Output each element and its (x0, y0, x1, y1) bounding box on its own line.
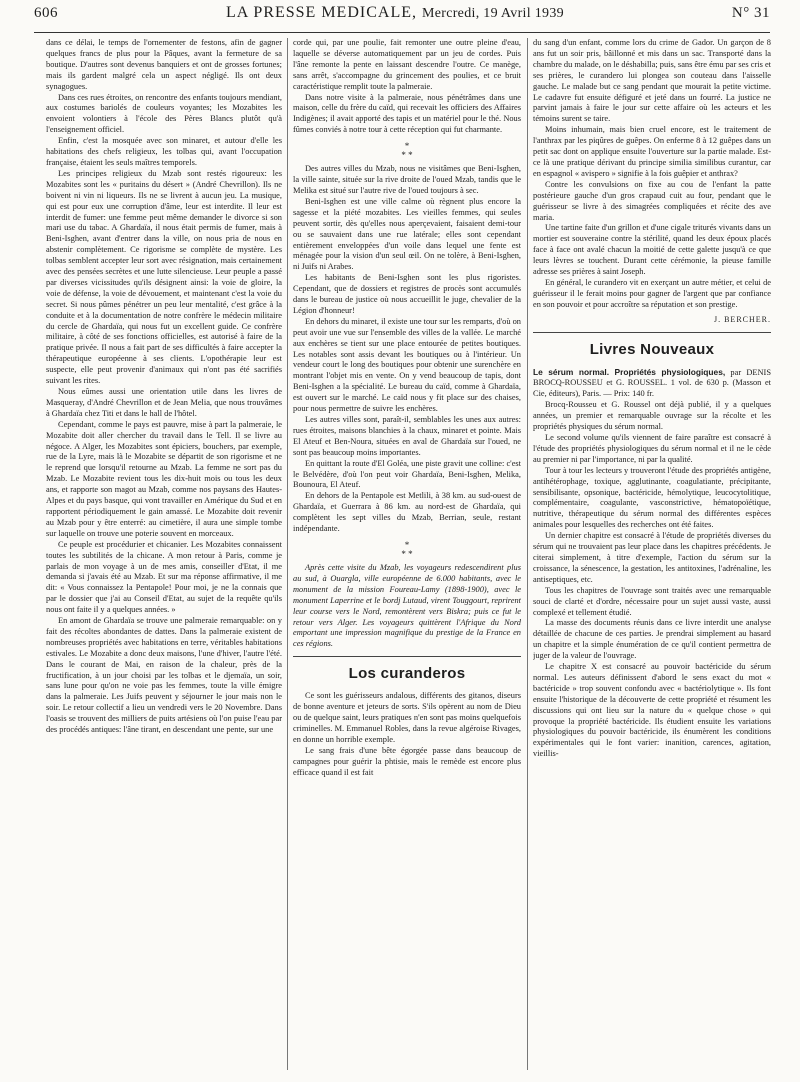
paragraph: La masse des documents réunis dans ce livre interdit une analyse détaillée de chacune de ces parties. Je prendrai simplement au hasard un chapitre et la simple énumération de ce qu'il contient permettra de juger de la valeur de l'ouvrage. (533, 618, 771, 661)
paragraph: Une tartine faite d'un grillon et d'une cigale triturés vivants dans un mortier est souveraine contre la stérilité, quand les deux époux placés face à face ont avalé chacun la moitié de cette galette jusqu'à ce que leurs lèvres se touchent. Durant cette cérémonie, la pieuse famille adresse ses prières à saint Joseph. (533, 223, 771, 277)
section-rule (533, 332, 771, 333)
paragraph: Les autres villes sont, paraît-il, semblables les unes aux autres: rues étroites, maisons blanchies à la chaux, minaret et pointe. Mais El Ateuf et Ben-Noura, situées en aval de Ghardaïa sur l'oued, ne sont pas beaucoup moins importantes. (293, 415, 521, 457)
page-number: 606 (34, 5, 58, 21)
book-reference (533, 367, 771, 401)
paragraph: Brocq-Rousseu et G. Roussel ont déjà publié, il y a quelques années, un premier et remarquable ouvrage sur la récolte et les propriétés physiques du sérum normal. (533, 400, 771, 432)
paragraph: Cependant, comme le pays est pauvre, mise à part la palmeraie, le Mozabite doit aller chercher du travail dans le Tell. Il se livre au négoce. A Alger, les Mozabites sont épiciers, bouchers, par exemple, rue de la Lyre, mais là le Mozabite se départit de son rigorisme et ne le reprend que lorsqu'il retourne au Mzab. La femme ne sort pas du Mzab. Le Mozabite revient tous les dix-huit mois ou tous les deux ans, et rapporte son magot au Mzab, comme nos paysans des Hautes-Alpes et du pays basque, qui vont travailler en Amérique du Sud et en rapportent périodiquement le gain amassé. Le Mozabite doit revenir au Mzab pour y être enterré: au cimetière, il aura une simple tombe sur laquelle on trouve une poterie souvent en morceaux. (46, 419, 282, 538)
header-divider (34, 32, 770, 33)
page-header (34, 4, 770, 30)
section-rule (293, 656, 521, 657)
author-signature: J. BERCHER. (713, 314, 771, 324)
issue-number: N° 31 (731, 5, 770, 21)
section-title-livres-nouveaux: Livres Nouveaux (589, 340, 715, 358)
paragraph: Dans notre visite à la palmeraie, nous pénétrâmes dans une maison, celle du frère du caïd, qui recevait les officiers des Affaires Indigènes; il avait apporté des tapis et un matériel pour le thé. Nous fûmes conviés à notre tour à cette réception qui fut charmante. (293, 92, 521, 135)
paragraph: Contre les convulsions on fixe au cou de l'enfant la patte postérieure gauche d'un gros crapaud cuit au four, pendant que le guérisseur se livre à des simagrées compliquées et récite des ave maria. (533, 179, 771, 222)
journal-title-line: LA PRESSE MEDICALE, Mercredi, 19 Avril 1939 (225, 4, 564, 21)
column-3 (533, 38, 771, 1068)
paragraph: Le second volume qu'ils viennent de faire paraître est consacré à l'étude des propriétés physiologiques du sérum normal et il ne le cède au premier ni par l'importance, ni par la qualité. (533, 433, 771, 464)
column-divider (527, 38, 528, 1070)
issue-date: Mercredi, 19 Avril 1939 (421, 6, 564, 21)
paragraph: Les habitants de Beni-Isghen sont les plus rigoristes. Cependant, que de dossiers et registres de procès sont accumulés dans le bureau de justice où nous accueillit le juge, chevalier de la Légion d'honneur! (293, 273, 521, 315)
column-divider (287, 38, 288, 1070)
paragraph: Moins inhumain, mais bien cruel encore, est le traitement de l'anthrax par les piqûres de guêpes. On enferme 8 à 12 guêpes dans un petit sac dont on applique ensuite l'ouverture sur la partie malade. Est-ce là une pratique dérivant du principe similia similibus curantur, car en espagnol « avispero » signifie à la fois guêpier et anthrax? (533, 125, 771, 178)
book-title: Le sérum normal. Propriétés physiologiques, (533, 366, 726, 377)
paragraph: Enfin, c'est la mosquée avec son minaret, et autour d'elle les habitations des chefs religieux, les tolbas qui, avant l'occupation française, étaient les seuls maîtres temporels. (46, 136, 282, 167)
paragraph: En dehors de la Pentapole est Metlili, à 38 km. au sud-ouest de Ghardaïa, et Guerrara à 86 km. au nord-est de Ghardaïa, qui complètent les sept villes du Mzab, Berrian, seule, restant indépendante. (293, 491, 521, 534)
paragraph: Dans ces rues étroites, on rencontre des enfants toujours mendiant, aux costumes bariolés de couleurs voyantes; les Mozabites les envoient volontiers à l'école des Pères Blancs plutôt qu'à l'enseignement officiel. (46, 92, 282, 135)
paragraph: En dehors du minaret, il existe une tour sur les remparts, d'où on peut avoir une vue sur l'ensemble des villes de la vallée. Le marché aux enchères se tient sur une place entourée de petites boutiques. Les notables sont assis devant les boutiques ou à l'intérieur. Un vendeur court le long des boutiques pour obtenir une surenchère en montrant l'objet mis en vente. On y vend beaucoup de tapis, dont Beni-Isghen a la spécialité. Le bureau du caïd, comme à Ghardaïa, est ouvert sur le marché. Le caïd nous y fit place sur des chaises, pour nous permettre de suivre les enchères. (293, 316, 521, 414)
paragraph: du sang d'un enfant, comme lors du crime de Gador. Un garçon de 8 ans fut un soir pris, bâillonné et mis dans un sac. Transporté dans la chambre du malade, on le déshabilla; puis, sans être ému par ses cris et ses prières, le curandero lui plongea son couteau dans l'aisselle gauche. Le malade but ce sang pendant que mourait la petite victime. Le cadavre fut ensuite défiguré et jeté dans un fourré. La justice ne parvint jamais à faire le jour sur cette affaire où les acteurs et les témoins surent se taire. (533, 38, 771, 124)
section-title-curanderos: Los curanderos (348, 665, 466, 683)
paragraph: Tous les chapitres de l'ouvrage sont traités avec une remarquable souci de clarté et d'ordre, nécessaire pour un sujet aussi vaste, aussi complexé et tellement étudié. (533, 585, 771, 617)
paragraph: Nous eûmes aussi une orientation utile dans les livres de Masqueray, d'André Chevrillon et de Jean Melia, que nous trouvâmes à Ghardaïa chez Titi et dans le hall de l'hôtel. (46, 387, 282, 418)
column-1 (46, 38, 282, 1068)
paragraph: Beni-Isghen est une ville calme où règnent plus encore la sagesse et la piété mozabites. Les vieilles femmes, qui seules peuvent sortir, dès qu'elles nous aperçevaient, faisaient demi-tour ou se sauvaient dans une rue latérale; elles sont cependant entièrement enveloppées d'un voile dans lequel une fente est ménagée pour la vision d'un seul œil. On ne tolère, à Beni-Isghen, ni Juifs ni Arabes. (293, 196, 521, 272)
paragraph: Le chapitre X est consacré au pouvoir bactéricide du sérum normal. Les auteurs définissent d'abord le sens exact du mot « bactéricide » trop souvent confondu avec « bactériolytique ». Ils font ensuite l'historique de la découverte de cette propriété et résument les discussions qui ont lieu sur la nature du « quelque chose » qui provoque la propriété bactéricide. Ils étudient ensuite les variations physiologiques du pouvoir bactéricide, ils énumèrent les conditions expérimentales qui le font varier: inanition, carences, agitation, vieillis- (533, 662, 771, 759)
paragraph: Ce peuple est procédurier et chicanier. Les Mozabites connaissent toutes les subtilités de la chicane. A mon retour à Paris, comme je parlais de mon voyage à un de mes amis, conseiller d'Etat, il me demanda si j'avais été au Mzab. Et sur ma réponse affirmative, il me dit: « Vous connaissez la Pentapole! Pour moi, je ne la connais que par le dossier que j'ai au Conseil d'Etat, au sujet de la requête qu'ils nous ont faite il y a quelques années. » (46, 539, 282, 615)
paragraph: Des autres villes du Mzab, nous ne visitâmes que Beni-Isghen, la ville sainte, située sur la rive droite de l'oued Mzab, tandis que le Melika est situé sur l'autre rive de l'oued toujours à sec. (293, 164, 521, 195)
paragraph: Tour à tour les lecteurs y trouveront l'étude des propriétés antigène, antihétérophage, toxique, agglutinante, coagulatiante, précipitante, sensibilisante, opsonique, bactéricide, hémolytique, leucocytolitique, complémentaire, coagulante, vasconstrictive, hématopoïétique, nutritive, thérapeutique du sérum normal des différentes espèces animales pour lesquelles des recherches ont été faites. (533, 465, 771, 530)
paragraph: Ce sont les guérisseurs andalous, différents des gitanos, diseurs de bonne aventure et jeteurs de sorts. S'ils opèrent au nom de Dieu ou de quelque saint, leurs pratiques n'en sont pas moins quelquefois criminelles. M. Emmanuel Robles, dans la revue algéroise Rivages, en donne un horrible exemple. (293, 691, 521, 744)
paragraph: dans ce délai, le temps de l'ornementer de festons, afin de gagner quelques francs de plus pour la Pâques, avant la fermeture de sa boutique. D'autres sont devenus banquiers et ont de grosses fortunes; mais ils gardent malgré cela un aspect négligé. Ils ont deux synagogues. (46, 38, 282, 91)
paragraph: Le sang frais d'une bête égorgée passe dans beaucoup de campagnes pour guérir la phtisie, mais le remède est encore plus efficace quand il est fait (293, 745, 521, 777)
book-meta: par DENIS BROCQ-ROUSSEU et G. ROUSSEL. 1 vol. de 630 p. (Masson et Cie, éditeurs), Paris. — Prix: 140 fr. (533, 367, 771, 399)
italic-paragraph: Après cette visite du Mzab, les voyageurs redescendirent plus au sud, à Ouargla, ville européenne de 6.000 habitants, avec le monument de la mission Foureau-Lamy (1898-1900), avec le monument Laperrine et le bordj Lutaud, virent Touggourt, reprirent leur course vers le Nord, remontèrent vers Biskra; puis ce fut le retour vers Alger. Les voyageurs quittèrent l'Afrique du Nord emportant une impression magnifique du prestige de la France en ces régions. (293, 562, 521, 649)
paragraph: En général, le curandero vit en exerçant un autre métier, et celui de guérisseur il le ferait moins pour gagner de l'argent que par confiance en son pouvoir et pour accroître sa réputation et son prestige. (533, 277, 771, 309)
section-separator-stars: * * * (401, 539, 413, 559)
column-2 (293, 38, 521, 1068)
paragraph: Un dernier chapitre est consacré à l'étude de propriétés diverses du sérum qui ne trouvaient pas leur place dans les chapitres précédents. Je citerai simplement, à titre d'exemple, l'action du sérum sur la croissance, la sénescence, la gestation, les antitoxines, l'adrénaline, les antiseptiques, etc. (533, 531, 771, 584)
section-separator-stars: * * * (401, 141, 413, 161)
paragraph: corde qui, par une poulie, fait remonter une outre pleine d'eau, laquelle se déverse automatiquement par un jeu de cordes. Puis l'âne remonte la pente en laissant descendre l'outre. Ce manège, sans arrêt, s'accompagne du grincement des poulies, et ce bruit caractéristique remplit toute la palmeraie. (293, 38, 521, 91)
paragraph: En amont de Ghardaïa se trouve une palmeraie remarquable: on y fait des récoltes abondantes de dattes. Dans la palmeraie existent de nombreuses propriétés avec habitations en terre, véritables habitations estivales. Le Mozabite a donc deux maisons, l'une d'hiver, l'autre l'été. Dans le courant de Mai, en raison de la chaleur, près de la fructification, à un jour choisi par les tolbas et le djemaïa, un soir, sans lune pour qu'on ne voie pas les femmes, toute la ville émigre dans la palmeraie. Les Juifs peuvent y séjourner le jour mais non le soir. Le retour collectif a lieu un vendredi vers le 20 Novembre. Dans l'oasis se trouvent des milliers de puits artésiens où l'on puise l'eau par des procédés antiques: l'âne tirant, en descendant une pente, sur une (46, 616, 282, 735)
paragraph: Les principes religieux du Mzab sont restés rigoureux: les Mozabites sont les « puritains du désert » (André Chevrillon). Ils ne boivent ni vin ni liqueurs. Ils ne se livrent à aucun jeu. La musique, qui est pour eux une corruption d'âme, leur est interdite. Il leur est interdit de fumer: une femme peut même demander le divorce si son mari use du tabac. A Ghardaïa, il nous était permis de fumer, mais à Beni-Isghen, avant d'entrer dans la ville, on nous pria de nous en abstenir complètement. Ce rigorisme se complète de mystère. Les tolbas semblent accepter leur sort avec résignation, mais certainement avec des pensées secrètes et une lutte silencieuse. Leur peuple a passé par diverses vicissitudes qu'ils désignent ainsi: la voie de gloire, la voie de défense, la voie de dévouement, et maintenant c'est la voie du secret. Si nous pûmes pénétrer un peu leur mentalité, c'est grâce à la conduite et à la documentation de notre confrère le médecin militaire du cercle de Ghardaïa, qui nous fut un excellent guide. Ce confrère militaire, à côté de ses fonctions officielles, est autorisé à faire de la pratique privée. Il nous a fait part de ses difficultés à faire accepter la thérapeutique européenne à ses clients. L'opothérapie leur est suspecte, elle peut provenir d'animaux qui n'ont pas été sacrifiés suivant les rites. (46, 168, 282, 386)
journal-name: LA PRESSE MEDICALE (225, 4, 412, 21)
paragraph: En quittant la route d'El Goléa, une piste gravit une colline: c'est le Belvédère, d'où l'on peut voir Ghardaïa, Beni-Isghen, Melika, Bounoura, El Ateuf. (293, 458, 521, 490)
